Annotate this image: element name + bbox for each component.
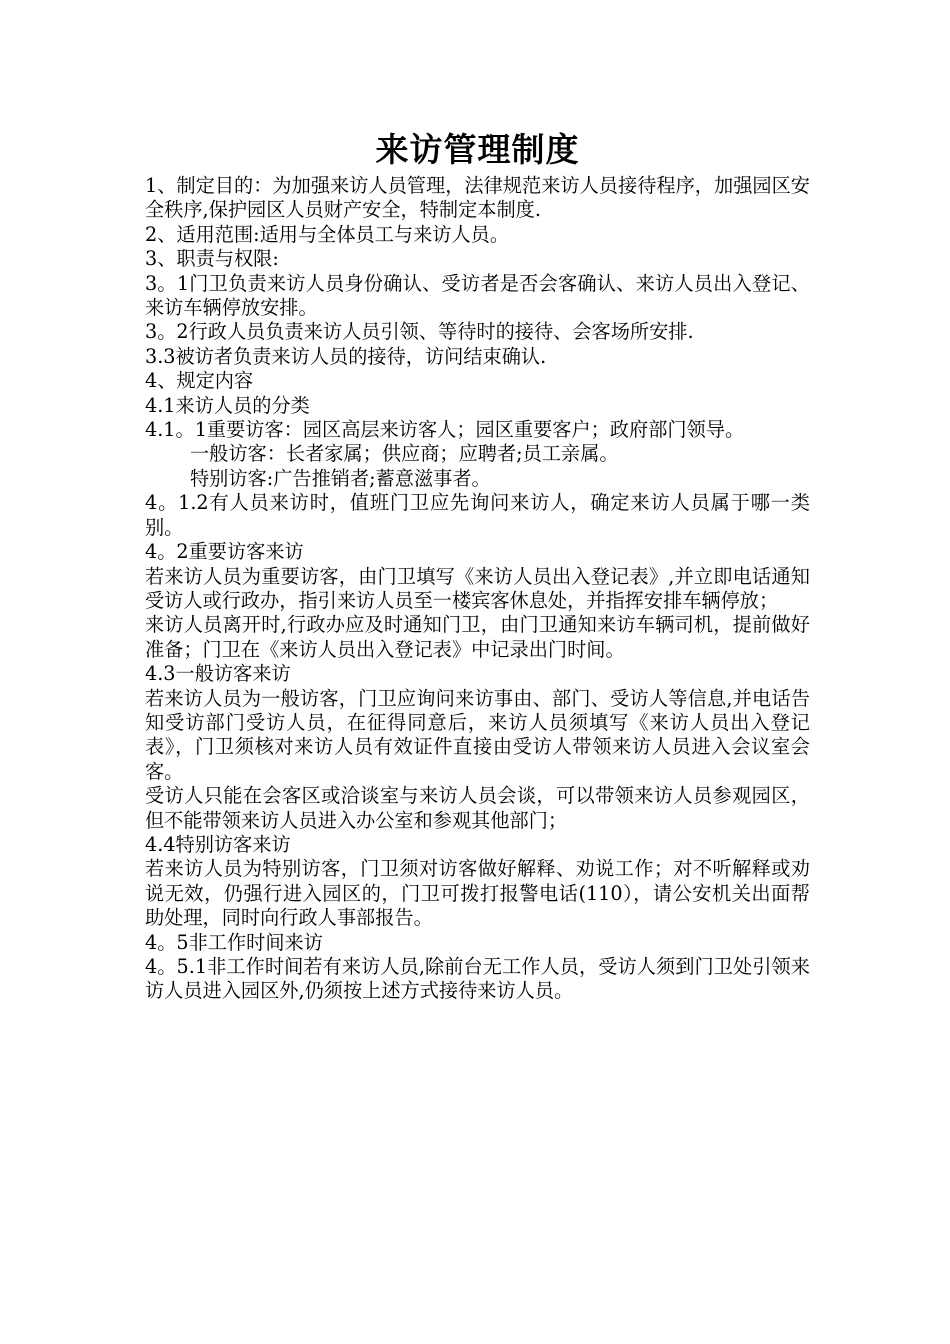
paragraph-important-visit-heading: 4。2重要访客来访 xyxy=(145,540,304,564)
paragraph-general-visit-procedure: 若来访人员为一般访客，门卫应询问来访事由、部门、受访人等信息,并电话告知受访部门受访人员，在征得同意后，来访人员须填写《来访人员出入登记表》，门卫须核对来访人员有效证件直接由受访人带领来访人员进入会议室会客。 xyxy=(145,686,810,783)
paragraph-general-visitor: 一般访客：长者家属；供应商；应聘者;员工亲属。 xyxy=(190,442,619,466)
paragraph-visitor-classification: 4.1来访人员的分类 xyxy=(145,393,310,417)
paragraph-important-visit-departure: 来访人员离开时,行政办应及时通知门卫，由门卫通知来访车辆司机，提前做好准备；门卫在《来访人员出入登记表》中记录出门时间。 xyxy=(145,613,810,661)
paragraph-purpose: 1、制定目的：为加强来访人员管理，法律规范来访人员接待程序，加强园区安全秩序,保护园区人员财产安全，特制定本制度. xyxy=(145,174,810,222)
paragraph-special-visit-procedure: 若来访人员为特别访客，门卫须对访客做好解释、劝说工作；对不听解释或劝说无效，仍强行进入园区的，门卫可拨打报警电话(110），请公安机关出面帮助处理，同时向行政人事部报告。 xyxy=(145,857,810,930)
paragraph-important-visit-procedure: 若来访人员为重要访客，由门卫填写《来访人员出入登记表》,并立即电话通知受访人或行政办，指引来访人员至一楼宾客休息处，并指挥安排车辆停放； xyxy=(145,564,810,612)
paragraph-visitor-inquiry: 4。1.2有人员来访时，值班门卫应先询问来访人，确定来访人员属于哪一类别。 xyxy=(145,491,810,539)
paragraph-after-hours-heading: 4。5非工作时间来访 xyxy=(145,930,323,954)
paragraph-important-visitor: 4.1。1重要访客：园区高层来访客人；园区重要客户；政府部门领导。 xyxy=(145,418,745,442)
paragraph-general-visit-limits: 受访人只能在会客区或洽谈室与来访人员会谈，可以带领来访人员参观园区，但不能带领来访人员进入办公室和参观其他部门； xyxy=(145,784,810,832)
paragraph-rules-heading: 4、规定内容 xyxy=(145,369,254,393)
paragraph-special-visit-heading: 4.4特别访客来访 xyxy=(145,832,291,856)
paragraph-general-visit-heading: 4.3一般访客来访 xyxy=(145,662,291,686)
paragraph-scope: 2、适用范围:适用与全体员工与来访人员。 xyxy=(145,222,510,246)
paragraph-special-visitor: 特别访客:广告推销者;蓄意滋事者。 xyxy=(190,466,491,490)
paragraph-guard-duty: 3。1门卫负责来访人员身份确认、受访者是否会客确认、来访人员出入登记、来访车辆停放安排。 xyxy=(145,271,810,320)
document-page xyxy=(145,128,810,1004)
paragraph-after-hours-procedure: 4。5.1非工作时间若有来访人员,除前台无工作人员，受访人须到门卫处引领来访人员进入园区外,仍须按上述方式接待来访人员。 xyxy=(145,955,810,1003)
paragraph-responsibilities-heading: 3、职责与权限: xyxy=(145,247,279,271)
paragraph-admin-duty: 3。2行政人员负责来访人员引领、等待时的接待、会客场所安排. xyxy=(145,320,694,344)
paragraph-host-duty: 3.3被访者负责来访人员的接待，访问结束确认. xyxy=(145,344,547,368)
document-title: 来访管理制度 xyxy=(375,130,580,169)
